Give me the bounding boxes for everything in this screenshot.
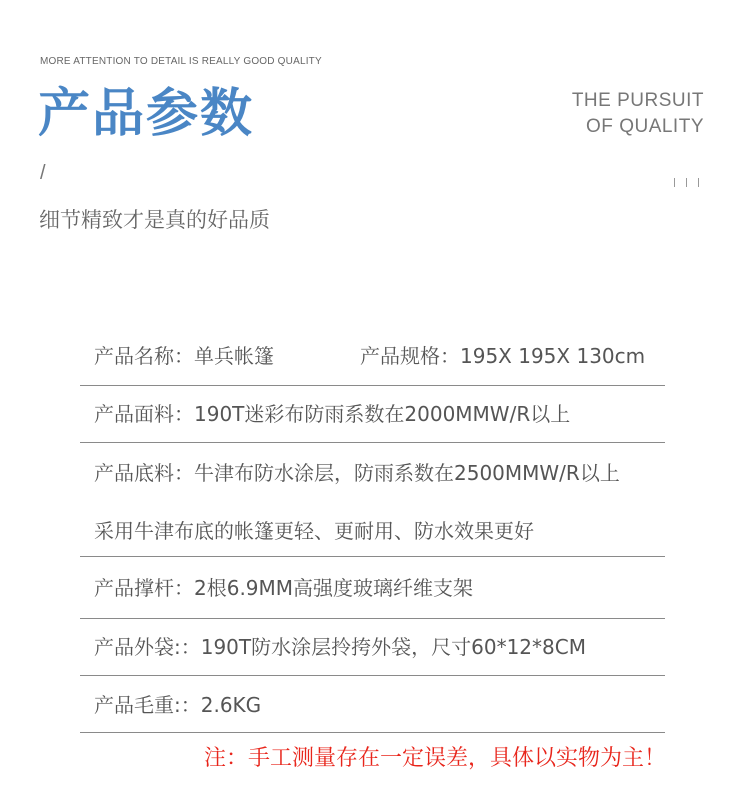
measurement-note: 注：手工测量存在一定误差，具体以实物为主！ (203, 746, 666, 771)
spec-row-weight (80, 676, 665, 733)
page-title: 产品参数 (38, 84, 255, 144)
spec-row-pole (80, 557, 665, 619)
pursuit-line-1: THE PURSUIT (571, 90, 704, 111)
spec-row-fabric (80, 386, 665, 443)
slash-mark: / (40, 162, 46, 184)
spec-table (80, 328, 665, 733)
tick-marks-decoration (672, 178, 702, 188)
spec-weight: 产品毛重:：2.6KG (94, 693, 262, 717)
tick-mark (698, 178, 699, 187)
spec-row-bag (80, 619, 665, 676)
spec-pole: 产品撑杆：2根6.9MM高强度玻璃纤维支架 (94, 576, 474, 600)
tagline: MORE ATTENTION TO DETAIL IS REALLY GOOD QUALITY (40, 56, 322, 67)
pursuit-line-2: OF QUALITY (586, 116, 704, 137)
pursuit-slogan (572, 88, 704, 140)
spec-row-name-size (80, 328, 665, 386)
spec-bottom: 产品底料：牛津布防水涂层，防雨系数在2500MMW/R以上 (94, 461, 620, 485)
spec-row-bottom (80, 443, 665, 557)
spec-bottom-note: 采用牛津布底的帐篷更轻、更耐用、防水效果更好 (94, 519, 534, 543)
spec-fabric: 产品面料：190T迷彩布防雨系数在2000MMW/R以上 (94, 402, 571, 426)
tick-mark (674, 178, 675, 187)
subtitle: 细节精致才是真的好品质 (39, 208, 270, 232)
tick-mark (686, 178, 687, 187)
spec-size: 产品规格：195X 195X 130cm (360, 344, 646, 368)
spec-name: 产品名称：单兵帐篷 (94, 344, 274, 368)
spec-bag: 产品外袋:：190T防水涂层拎挎外袋，尺寸60*12*8CM (94, 635, 586, 659)
